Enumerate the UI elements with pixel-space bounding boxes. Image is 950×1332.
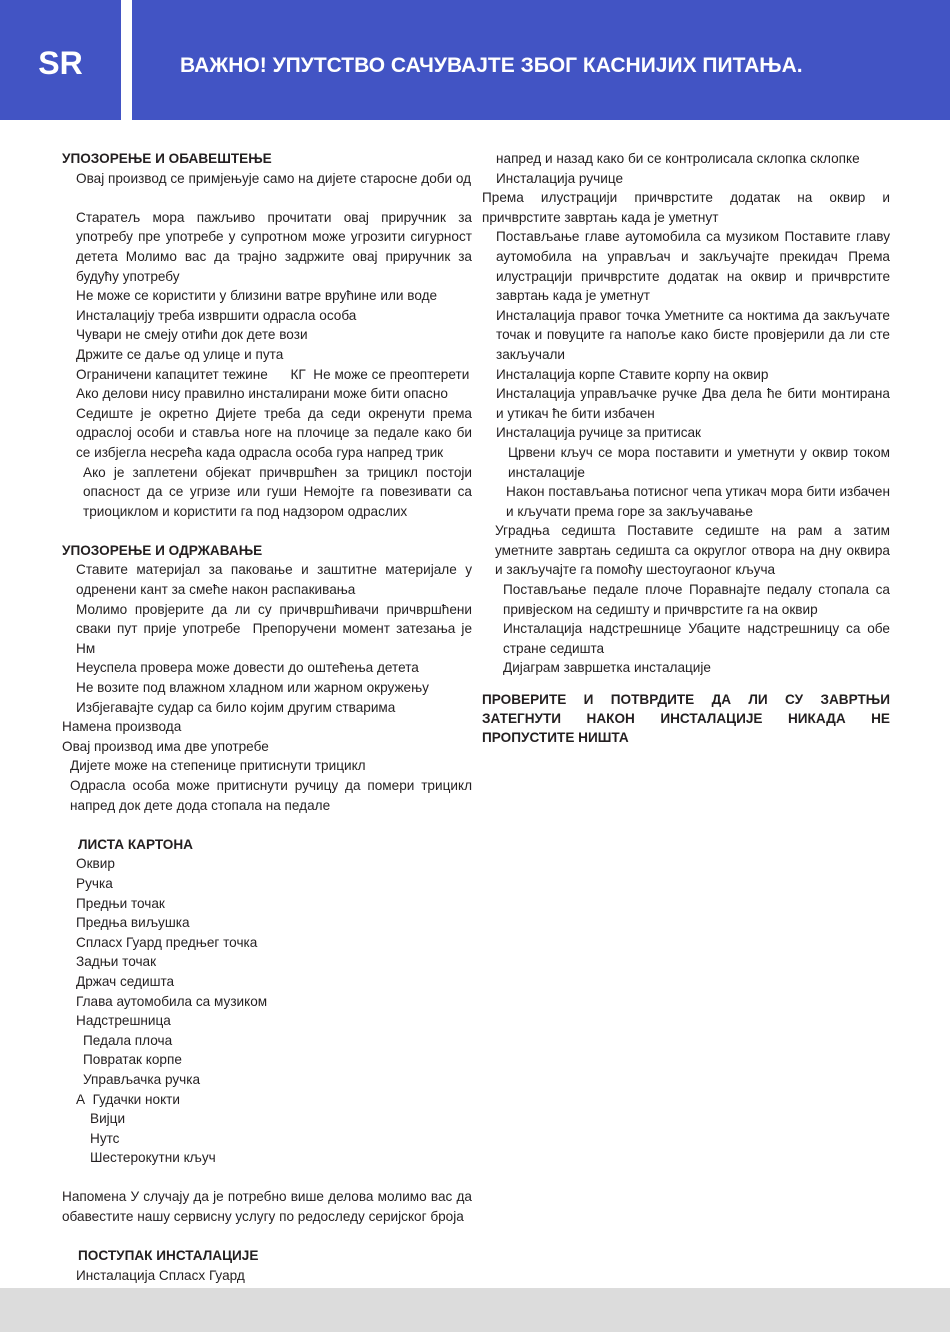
paragraph: Избјегавајте судар са било којим другим стварима [76,699,396,715]
paragraph: Неуспела провера може довести до оштећења детета [76,660,419,676]
list-item: Вијци [90,1111,126,1127]
list-item: Глава аутомобила са музиком [76,993,268,1009]
paragraph: Не може се користити у близини ватре врућине или воде [76,288,438,304]
paragraph: Инсталација ручице [496,170,624,186]
paragraph: Постављање педале плоче Поравнајте педалу стопала са привјеском на седишту и причврстите га на оквир [503,582,890,617]
section-heading-warning-maintenance: УПОЗОРЕЊЕ И ОДРЖАВАЊЕ [62,542,263,558]
list-item: Нутс [90,1130,120,1146]
paragraph: Овај производ се примјењује само на дијете старосне доби од [76,170,472,186]
left-column [62,149,514,1305]
paragraph: Ставите материјал за паковање и заштитне материјале у одренени кант за смеће након распакивања [76,562,472,598]
paragraph: Инсталација надстрешнице Убаците надстрешницу са обе стране седишта [503,621,890,656]
paragraph: Дијаграм завршетка инсталације [503,660,711,676]
list-item: Шестерокутни кључ [90,1150,216,1166]
paragraph: Након постављања потисног чепа утикач мора бити избачен и кључати према горе за закључавање [506,484,890,519]
note-paragraph: Напомена У случају да је потребно више делова молимо вас да обавестите нашу сервисну услугу по редоследу серијског броја [62,1189,472,1225]
paragraph: Дијете може на степенице притиснути трицикл [70,758,366,774]
paragraph: Према илустрацији причврстите додатак на оквир и причврстите завртањ када је уметнут [482,190,890,225]
right-column [482,149,890,747]
final-check-notice: ПРОВЕРИТЕ И ПОТВРДИТЕ ДА ЛИ СУ ЗАВРТЊИ ЗАТЕГНУТИ НАКОН ИНСТАЛАЦИЈЕ НИКАДА НЕ ПРОПУСТИТЕ НИШТА [482,692,890,746]
list-item: Управљачка ручка [83,1071,201,1087]
paragraph: Овај производ има две употребе [62,738,269,754]
paragraph: Молимо провјерите да ли су причвршћивачи причвршћени сваки пут прије употребе Препоручени момент затезања је Нм [76,601,514,656]
section-heading-warning-notice: УПОЗОРЕЊЕ И ОБАВЕШТЕЊЕ [62,151,272,166]
paragraph: Старатељ мора пажљиво прочитати овај приручник за употребу пре употребе у супротном може угрозити сигурност детета Молимо вас да трајно задржите овај приручник за будућу употребу [76,209,472,284]
paragraph: напред и назад како би се контролисала склопка склопке [496,151,860,166]
paragraph: Инсталација Сплаcх Гуард [76,1267,245,1283]
list-item: Повратак корпе [83,1052,182,1068]
header-divider [121,0,132,120]
paragraph: Не возите под влажном хладном или жарном окружењу [76,680,429,696]
paragraph: Инсталација ручице за притисак [496,425,701,441]
paragraph: Ако је заплетени објекат причвршћен за трицикл постоји опасност да се угризе или гуши Немојте га повезивати са триоциклом и користити га под надзором одраслих [83,464,472,519]
paragraph: Чувари не смеју отићи док дете вози [76,327,308,343]
paragraph: Инсталација управљачке ручке Два дела ће бити монтирана и утикач ће бити избачен [496,386,890,421]
list-item: Сплаcх Гуард предњег точка [76,934,258,950]
paragraph: Црвени кључ се мора поставити и уметнути у оквир током инсталације [508,444,890,480]
list-item: Педала плоча [83,1032,173,1048]
section-heading-carton-list: ЛИСТА КАРТОНА [78,836,194,852]
page-title: ВАЖНО! УПУТСТВО САЧУВАЈТЕ ЗБОГ КАСНИЈИХ ПИТАЊА. [180,54,803,77]
footer-bar [0,1288,950,1332]
paragraph: Ограничени капацитет тежине КГ Не може се преоптерети [76,366,470,382]
paragraph: Уградња седишта Поставите седиште на рам а затим уметните завртањ седишта са округлог отвора на дну оквира и закључајте га помоћу шестоугаоног кључа [495,523,890,578]
language-code: SR [38,45,83,81]
list-item: Предња виљушка [76,915,190,931]
paragraph: Седиште је окретно Дијете треба да седи окренути према одраслој особи и ставља ноге на плочице за педале како би се избјегла несрећа када одрасла особа гура напред трик [76,405,472,460]
paragraph: Инсталацију треба извршити одрасла особа [76,307,357,323]
list-item: Надстрешница [76,1013,171,1029]
paragraph: Држите се даље од улице и пута [76,346,284,362]
list-item: Оквир [76,856,115,872]
list-item: Држач седишта [76,973,175,989]
paragraph: Постављање главе аутомобила са музиком Поставите главу аутомобила на управљач и закључајте прекидач Према илустрацији причврстите додатак на оквир и причврстите завртањ када је уметнут [496,229,890,304]
paragraph: Намена производа [62,719,182,735]
section-heading-installation: ПОСТУПАК ИНСТАЛАЦИЈЕ [78,1248,259,1264]
list-item: А Гудачки нокти [76,1091,180,1107]
paragraph: Одрасла особа може притиснути ручицу да помери трицикл напред док дете дода стопала на педале [70,778,472,813]
list-item: Задњи точак [76,954,157,970]
list-item: Предњи точак [76,895,165,911]
paragraph: Инсталација корпе Ставите корпу на оквир [496,366,769,382]
paragraph: Ако делови нису правилно инсталирани може бити опасно [76,386,448,402]
list-item: Ручка [76,875,113,891]
paragraph: Инсталација правог точка Уметните са ноктима да закључате точак и повуците га напоље како бисте провјерили да ли сте закључали [496,307,890,362]
